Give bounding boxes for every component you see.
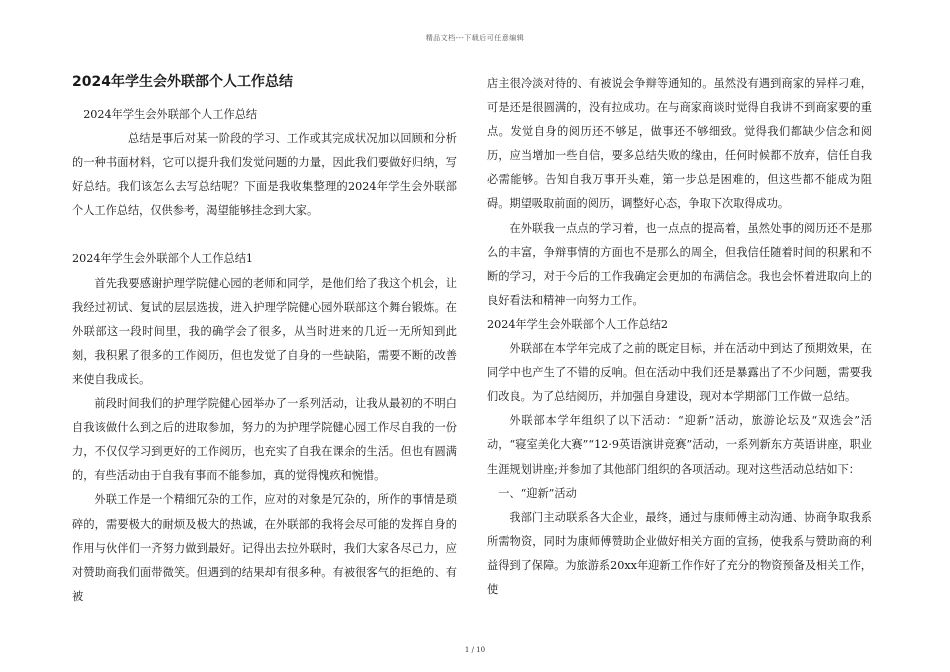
body-paragraph: 在外联我一点点的学习着，也一点点的提高着，虽然处事的阅历还不是那么的丰富，争辩事情的方面也不是那么的周全，但我信任随着时间的积累和不断的学习，对于今后的工作我确定会更加的布满信念。我也会怀着进取向上的良好看法和精神一向努力工作。 bbox=[487, 221, 872, 307]
blank-line bbox=[72, 223, 457, 247]
body-paragraph: 外联工作是一个精细冗杂的工作，应对的对象是冗杂的，所作的事情是琐碎的，需要极大的耐烦及极大的热诚，在外联部的我将会尽可能的发挥自身的作用与伙伴们一齐努力做到最好。记得出去拉外联时，我们大家各尽己力，应对赞助商我们面带微笑。但遇到的结果却有很多种。有被很客气的拒绝的、有被 bbox=[72, 493, 457, 603]
intro-paragraph: 总结是事后对某一阶段的学习、工作或其完成状况加以回顾和分析的一种书面材料，它可以提升我们发觉问题的力量，因此我们要做好归纳，写好总结。我们该怎么去写总结呢？下面是我收集整理的2024年学生会外联部个人工作总结，仅供参考，渴望能够挂念到大家。 bbox=[72, 132, 457, 218]
subsection-heading: 一、“迎新”活动 bbox=[498, 486, 577, 500]
section-heading-2: 2024年学生会外联部个人工作总结2 bbox=[487, 317, 669, 331]
body-paragraph: 前段时间我们的护理学院健心园举办了一系列活动，让我从最初的不明白自我该做什么到之后的进取参加，努力的为护理学院健心园工作尽自我的一份力，不仅仅学习到更好的工作阅历，也充实了自我在课余的生活。但也有圆满的，有些活动由于自我有事而不能参加，真的觉得愧疚和惋惜。 bbox=[72, 397, 457, 483]
document-title: 2024年学生会外联部个人工作总结 bbox=[72, 74, 293, 90]
subtitle-paragraph: 2024年学生会外联部个人工作总结 bbox=[83, 108, 258, 121]
section-heading-1: 2024年学生会外联部个人工作总结1 bbox=[72, 252, 254, 266]
body-paragraph: 首先我要感谢护理学院健心园的老师和同学，是他们给了我这个机会，让我经过初试、复试的层层选拔，进入护理学院健心园外联部这个舞台锻炼。在外联部这一段时间里，我的确学会了很多，从当时进来的几近一无所知到此刻，我积累了很多的工作阅历，但也发觉了自身的一些缺陷，需要不断的改善来使自我成长。 bbox=[72, 276, 457, 386]
page-header: 精品文档---下载后可任意编辑 bbox=[425, 34, 525, 42]
right-column bbox=[487, 72, 872, 602]
body-paragraph: 我部门主动联系各大企业，最终，通过与康师傅主动沟通、协商争取我系所需物资，同时为康师傅赞助企业做好相关方面的宣扬，使我系与赞助商的利益得到了保障。为旅游系20xx年迎新工作作好了充分的物资预备及相关工作，使 bbox=[487, 510, 872, 596]
body-paragraph: 外联部在本学年完成了之前的既定目标，并在活动中到达了预期效果，在同学中也产生了不错的反响。但在活动中我们还是暴露出了不少问题，需要我们改良。为了总结阅历，并加强自身建设，现对本学期部门工作做一总结。 bbox=[487, 342, 872, 404]
body-paragraph: 外联部本学年组织了以下活动：“迎新”活动，旅游论坛及“双选会”活动，“寝室美化大赛”“12·9英语演讲竞赛”活动，一系列新东方英语讲座，职业生涯规划讲座;并参加了其他部门组织的各项活动。现对这些活动总结如下： bbox=[487, 414, 872, 476]
body-paragraph-continued: 店主很冷淡对待的、有被说会争辩等通知的。虽然没有遇到商家的异样刁难，可是还是很圆满的，没有拉成功。在与商家商谈时觉得自我讲不到商家要的重点。发觉自身的阅历还不够足，做事还不够细致。觉得我们都缺少信念和阅历，应当增加一些自信，要多总结失败的缘由，任何时候都不放弃，信任自我必需能够。告知自我万事开头难，第一步总是困难的，但这些都不能成为阻碍。期望吸取前面的阅历，调整好心态，争取下次取得成功。 bbox=[487, 77, 872, 211]
page-number: 1 / 10 bbox=[464, 646, 486, 654]
left-column bbox=[72, 72, 457, 609]
